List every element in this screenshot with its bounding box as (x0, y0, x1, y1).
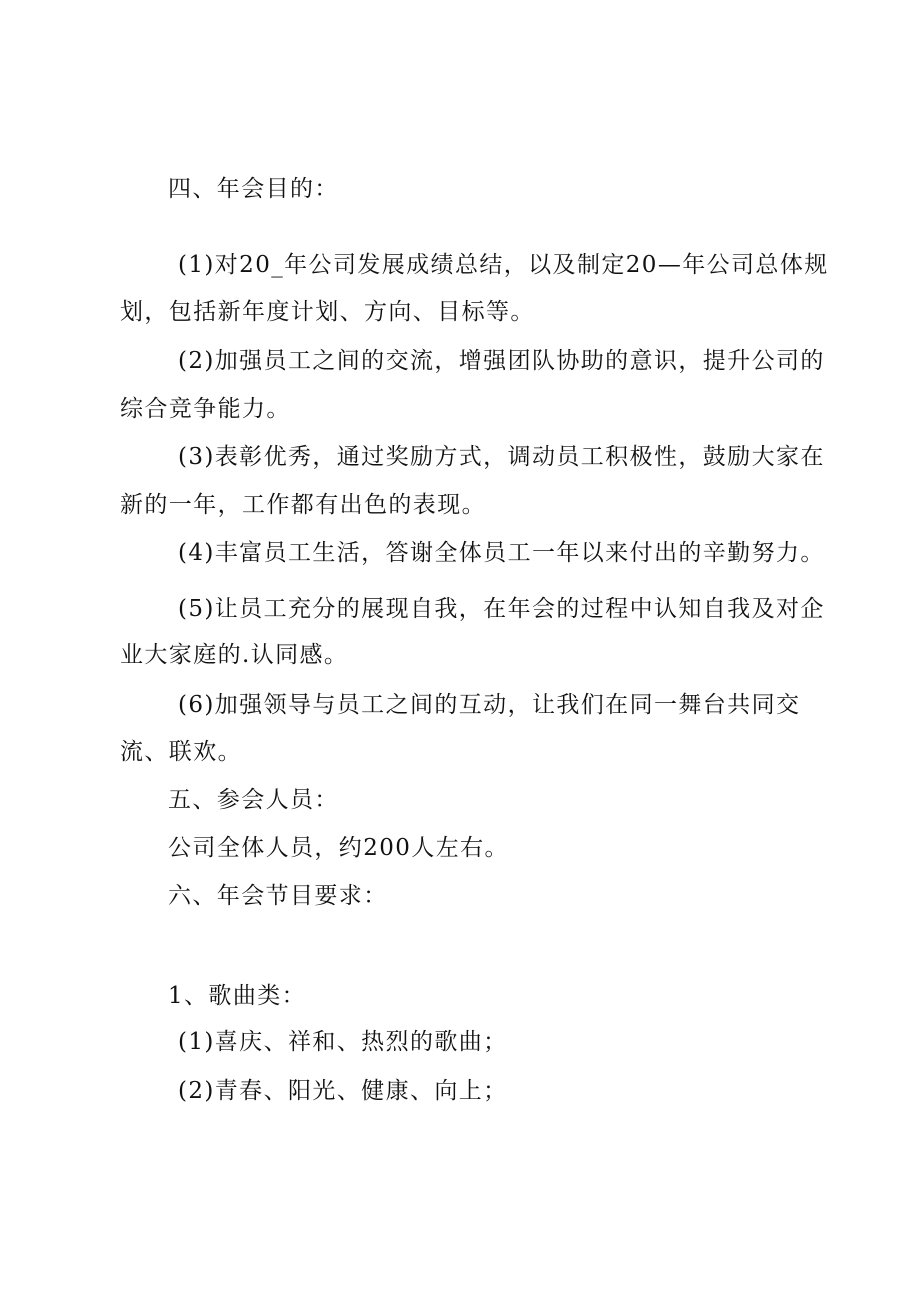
sub1-item2: (2)青春、阳光、健康、向上； (178, 1078, 508, 1104)
item5-line2: 业大家庭的.认同感。 (120, 642, 349, 668)
section4-heading: 四、年会目的： (168, 176, 339, 202)
item2-line1: (2)加强员工之间的交流，增强团队协助的意识，提升公司的 (178, 348, 825, 374)
section6-heading: 六、年会节目要求： (168, 883, 388, 909)
sub1-item1: (1)喜庆、祥和、热烈的歌曲； (178, 1029, 508, 1055)
item5-line1: (5)让员工充分的展现自我，在年会的过程中认知自我及对企 (178, 596, 825, 622)
section5-heading: 五、参会人员： (168, 787, 339, 813)
item3-line1: (3)表彰优秀，通过奖励方式，调动员工积极性，鼓励大家在 (178, 444, 825, 470)
section5-text: 公司全体人员，约200人左右。 (168, 835, 509, 861)
item1-line1: (1)对20_年公司发展成绩总结，以及制定20—年公司总体规 (178, 252, 829, 278)
item1-line2: 划，包括新年度计划、方向、目标等。 (120, 299, 535, 325)
item4-line1: (4)丰富员工生活，答谢全体员工一年以来付出的辛勤努力。 (178, 540, 825, 566)
sub1-heading: 1、歌曲类： (168, 983, 307, 1009)
item2-line2: 综合竞争能力。 (120, 396, 291, 422)
item3-line2: 新的一年，工作都有出色的表现。 (120, 492, 486, 518)
item6-line2: 流、联欢。 (120, 739, 242, 765)
item6-line1: (6)加强领导与员工之间的互动，让我们在同一舞台共同交 (178, 692, 801, 718)
